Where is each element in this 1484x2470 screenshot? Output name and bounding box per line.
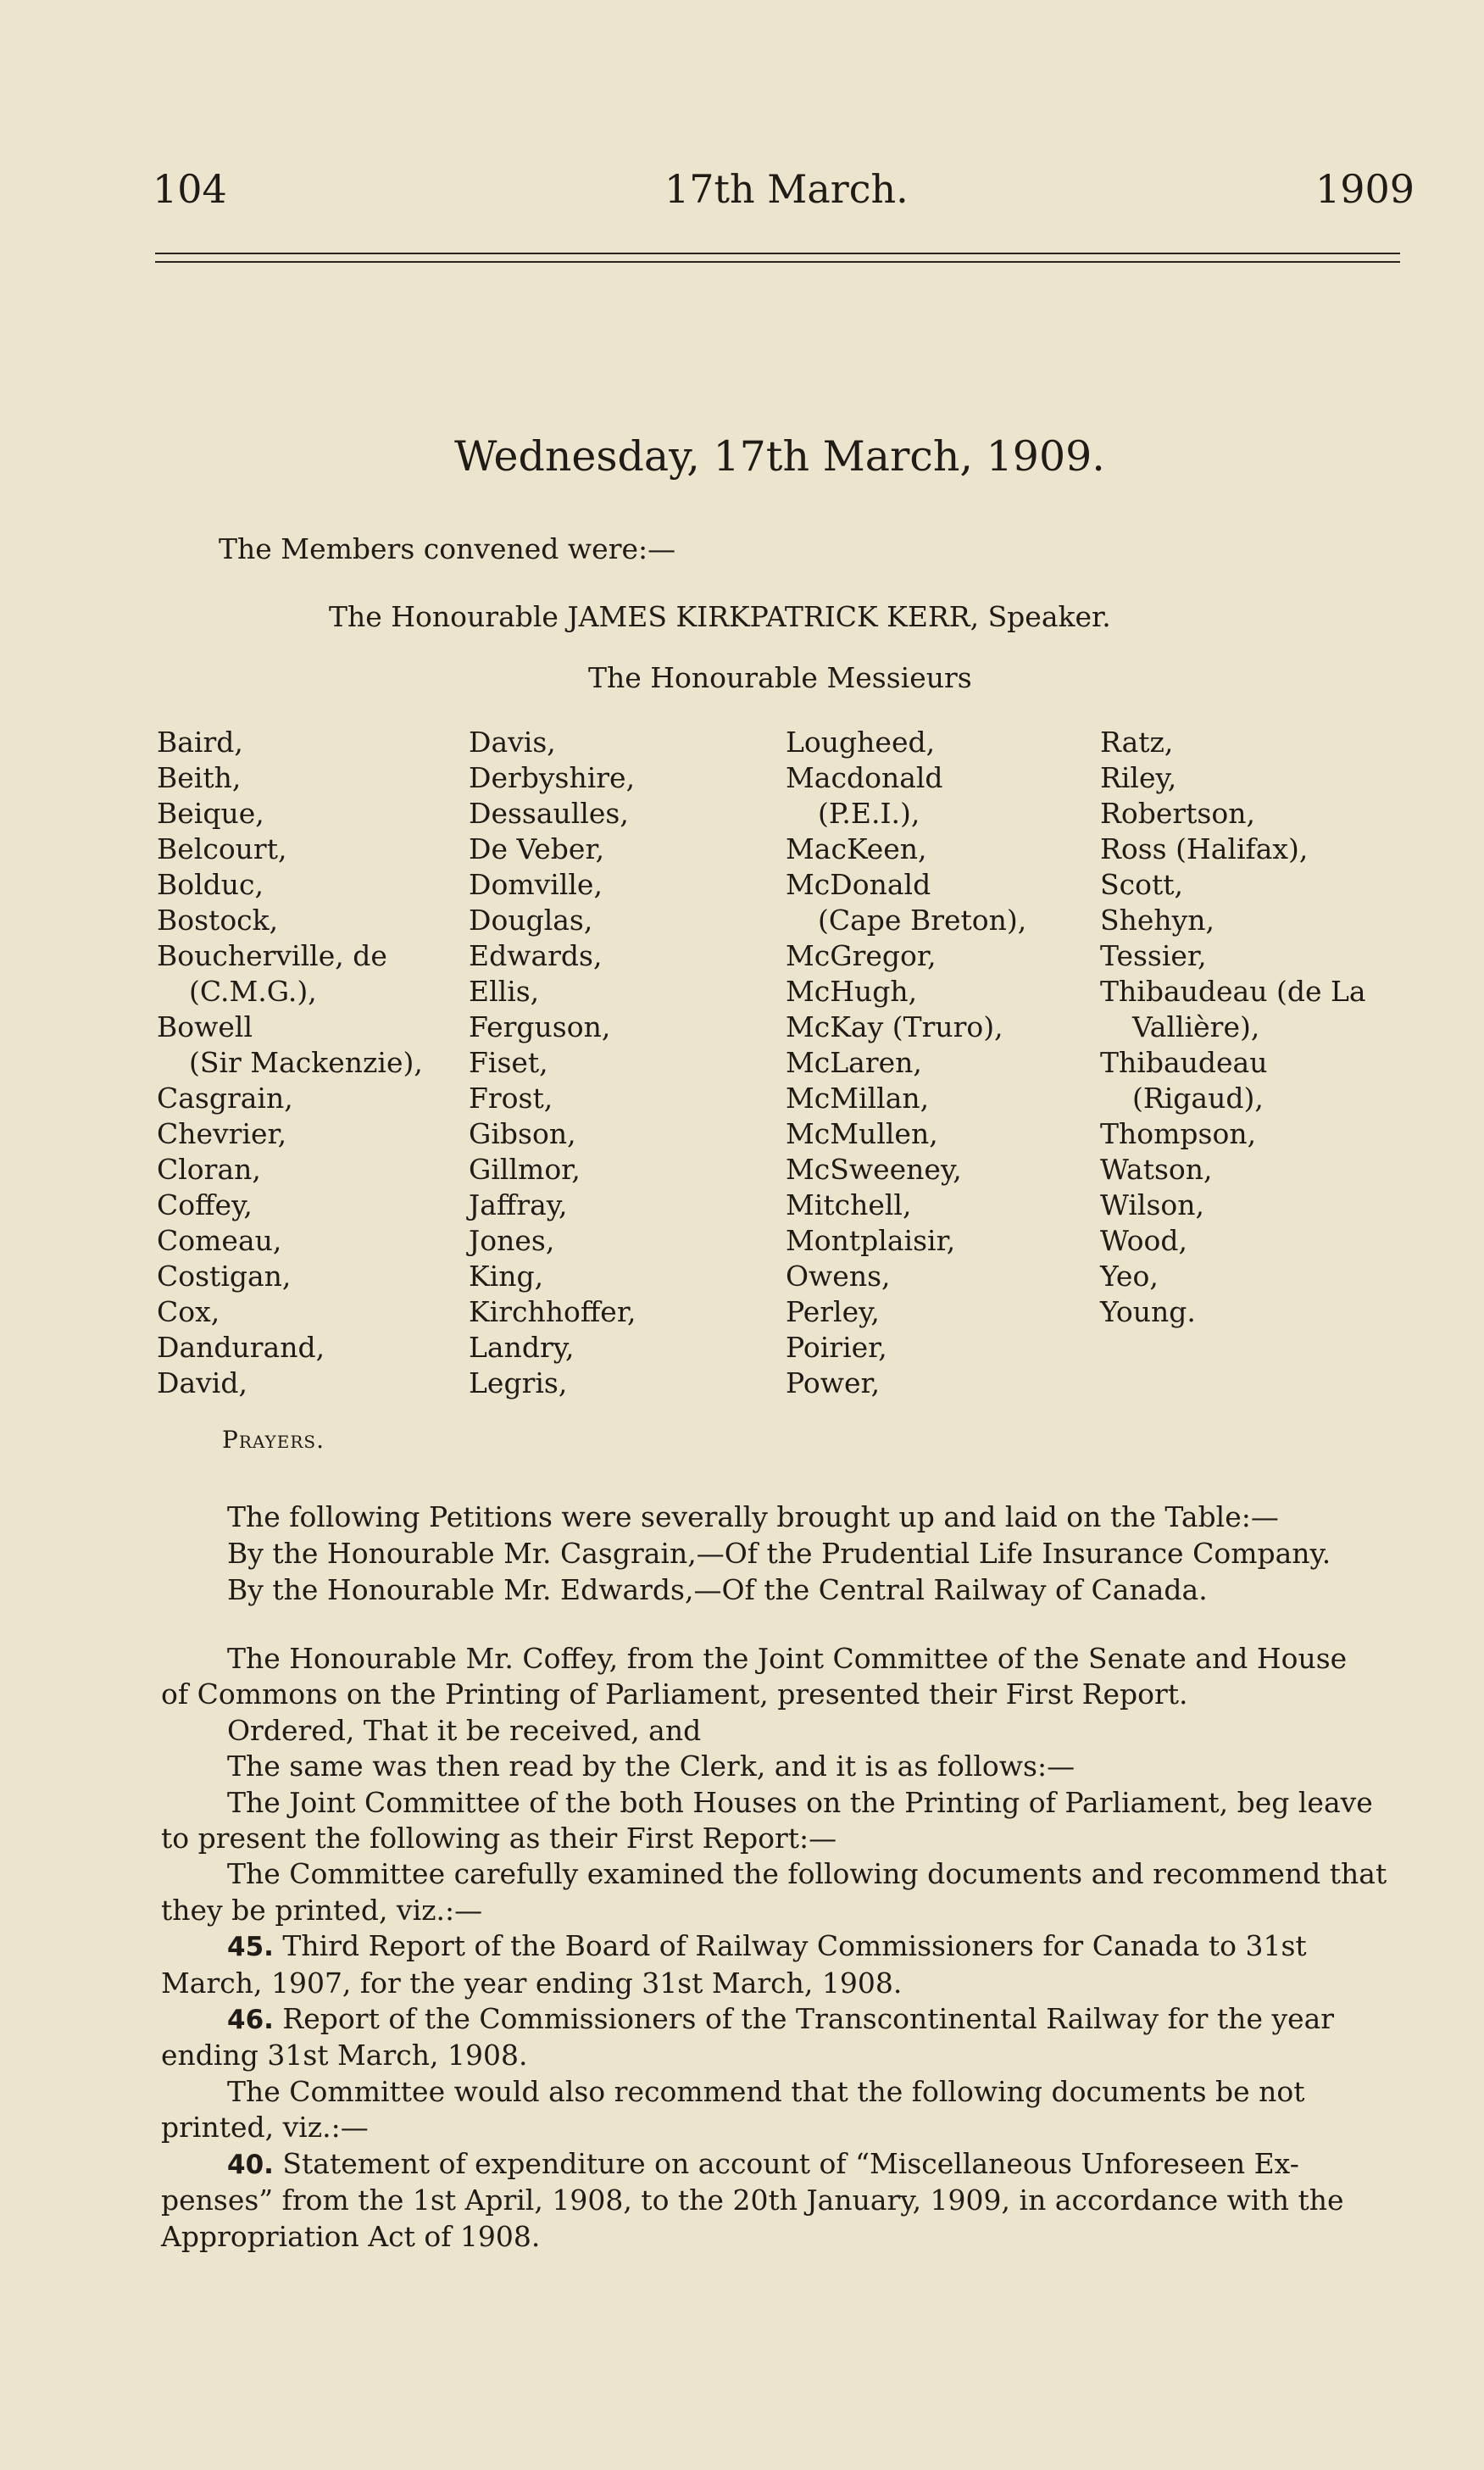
member-name: McSweeney,	[786, 1153, 962, 1186]
member-name: Ferguson,	[469, 1010, 611, 1043]
members-column-3	[786, 725, 1026, 1401]
member-name: McGregor,	[786, 939, 937, 972]
member-name: David,	[157, 1366, 247, 1399]
member-name: Wood,	[1100, 1224, 1188, 1257]
member-name: Scott,	[1100, 868, 1183, 901]
member-name: Legris,	[469, 1366, 568, 1399]
member-name: Ratz,	[1100, 726, 1174, 759]
member-name: Gillmor,	[469, 1153, 581, 1186]
petition-line: By the Honourable Mr. Casgrain,—Of the Prudential Life Insurance Company.	[227, 1537, 1331, 1570]
page-number: 104	[153, 166, 227, 212]
member-name: McDonald	[786, 868, 931, 901]
member-name: Domville,	[469, 868, 603, 901]
running-year: 1909	[1315, 166, 1415, 212]
prayers-heading: Prayers.	[222, 1426, 325, 1454]
member-name: Poirier,	[786, 1331, 887, 1364]
member-name: Thompson,	[1100, 1117, 1257, 1150]
member-name: Gibson,	[469, 1117, 576, 1150]
messieurs-heading: The Honourable Messieurs	[588, 661, 972, 694]
member-name: Douglas,	[469, 904, 593, 937]
member-name: Cloran,	[157, 1153, 261, 1186]
member-name: Edwards,	[469, 939, 603, 972]
member-name: Beique,	[157, 797, 264, 830]
report-line: Ordered, That it be received, and	[227, 1713, 702, 1747]
member-name: Jones,	[469, 1224, 555, 1257]
report-line: of Commons on the Printing of Parliament, presented their First Report.	[161, 1677, 1188, 1711]
report-line: The same was then read by the Clerk, and it is as follows:—	[227, 1750, 1075, 1783]
members-column-4	[1100, 725, 1366, 1330]
member-name: Macdonald	[786, 761, 943, 794]
member-name: MacKeen,	[786, 832, 927, 865]
petitions-block	[161, 1499, 1415, 1608]
member-name: Bolduc,	[157, 868, 264, 901]
member-name: (Rigaud),	[1132, 1082, 1264, 1115]
member-name: Bowell	[157, 1010, 253, 1043]
member-name: Baird,	[157, 726, 243, 759]
member-name: Owens,	[786, 1260, 891, 1293]
member-name: McKay (Truro),	[786, 1010, 1003, 1043]
report-line: to present the following as their First Report:—	[161, 1822, 837, 1855]
member-name: Davis,	[469, 726, 556, 759]
member-name: Costigan,	[157, 1260, 292, 1293]
report-line: The Committee would also recommend that the following documents be not	[227, 2074, 1305, 2108]
member-name: Vallière),	[1132, 1010, 1260, 1043]
member-name: Cox,	[157, 1295, 220, 1328]
member-name: Dessaulles,	[469, 797, 629, 830]
member-name: King,	[469, 1260, 544, 1293]
report-line: printed, viz.:—	[161, 2111, 369, 2145]
document-number: 45.	[227, 1932, 274, 1963]
member-name: Kirchhoffer,	[469, 1295, 636, 1328]
members-column-2	[469, 725, 636, 1401]
member-name: Thibaudeau (de La	[1100, 975, 1366, 1008]
member-name: Landry,	[469, 1331, 575, 1364]
report-line: penses” from the 1st April, 1908, to the 20th January, 1909, in accordance with the	[161, 2184, 1344, 2217]
member-name: Shehyn,	[1100, 904, 1215, 937]
member-name: Boucherville, de	[157, 939, 387, 972]
report-line: The Joint Committee of the both Houses on the Printing of Parliament, beg leave	[227, 1785, 1373, 1819]
document-number: 46.	[227, 2005, 274, 2036]
document-text: Report of the Commissioners of the Transcontinental Railway for the year	[282, 2002, 1335, 2036]
member-name: Power,	[786, 1366, 881, 1399]
member-name: Thibaudeau	[1100, 1046, 1268, 1079]
member-name: Fiset,	[469, 1046, 548, 1079]
report-line: ending 31st March, 1908.	[161, 2039, 528, 2072]
member-name: Frost,	[469, 1082, 553, 1115]
report-line: they be printed, viz.:—	[161, 1893, 483, 1927]
member-name: Watson,	[1100, 1153, 1213, 1186]
members-column-1	[157, 725, 423, 1401]
member-name: McLaren,	[786, 1046, 922, 1079]
member-name: McHugh,	[786, 975, 918, 1008]
member-name: Mitchell,	[786, 1188, 912, 1221]
speaker-line: The Honourable JAMES KIRKPATRICK KERR, Speaker.	[329, 600, 1111, 633]
member-name: Robertson,	[1100, 797, 1255, 830]
member-name: McMullen,	[786, 1117, 938, 1150]
member-name: Dandurand,	[157, 1331, 325, 1364]
member-name: Casgrain,	[157, 1082, 293, 1115]
document-46	[161, 2001, 1415, 2038]
member-name: Riley,	[1100, 761, 1177, 794]
report-line: The Honourable Mr. Coffey, from the Joint Committee of the Senate and House	[227, 1642, 1348, 1675]
member-name: Coffey,	[157, 1188, 253, 1221]
member-name: (Sir Mackenzie),	[189, 1046, 423, 1079]
member-name: Ellis,	[469, 975, 540, 1008]
running-date: 17th March.	[664, 166, 909, 212]
members-intro: The Members convened were:—	[219, 532, 676, 565]
member-name: Chevrier,	[157, 1117, 287, 1150]
member-name: Comeau,	[157, 1224, 282, 1257]
member-name: (Cape Breton),	[818, 904, 1027, 937]
report-line: March, 1907, for the year ending 31st March, 1908.	[161, 1966, 903, 2000]
member-name: Lougheed,	[786, 726, 936, 759]
member-name: (P.E.I.),	[818, 797, 920, 830]
report-line: Appropriation Act of 1908.	[161, 2219, 541, 2253]
member-name: Tessier,	[1100, 939, 1207, 972]
document-45	[161, 1928, 1415, 1965]
member-name: Ross (Halifax),	[1100, 832, 1309, 865]
header-rule-top	[155, 253, 1400, 254]
member-name: De Veber,	[469, 832, 605, 865]
report-block	[161, 1641, 1415, 2255]
member-name: Wilson,	[1100, 1188, 1204, 1221]
document-40	[161, 2146, 1415, 2183]
member-name: Young.	[1100, 1295, 1196, 1328]
header-rule-bottom	[155, 261, 1400, 263]
member-name: Bostock,	[157, 904, 279, 937]
member-name: Yeo,	[1100, 1260, 1159, 1293]
member-name: (C.M.G.),	[189, 975, 317, 1008]
member-name: Perley,	[786, 1295, 880, 1328]
member-name: Derbyshire,	[469, 761, 636, 794]
member-name: Belcourt,	[157, 832, 287, 865]
sitting-title: Wednesday, 17th March, 1909.	[454, 432, 1105, 481]
document-text: Statement of expenditure on account of “Miscellaneous Unforeseen Ex-	[282, 2146, 1299, 2180]
member-name: Montplaisir,	[786, 1224, 956, 1257]
member-name: Jaffray,	[469, 1188, 568, 1221]
document-text: Third Report of the Board of Railway Commissioners for Canada to 31st	[282, 1929, 1307, 1963]
report-line: The Committee carefully examined the following documents and recommend that	[227, 1857, 1387, 1891]
member-name: McMillan,	[786, 1082, 930, 1115]
document-number: 40.	[227, 2149, 274, 2180]
petitions-intro: The following Petitions were severally brought up and laid on the Table:—	[227, 1500, 1279, 1533]
petition-line: By the Honourable Mr. Edwards,—Of the Central Railway of Canada.	[227, 1573, 1208, 1606]
member-name: Beith,	[157, 761, 242, 794]
